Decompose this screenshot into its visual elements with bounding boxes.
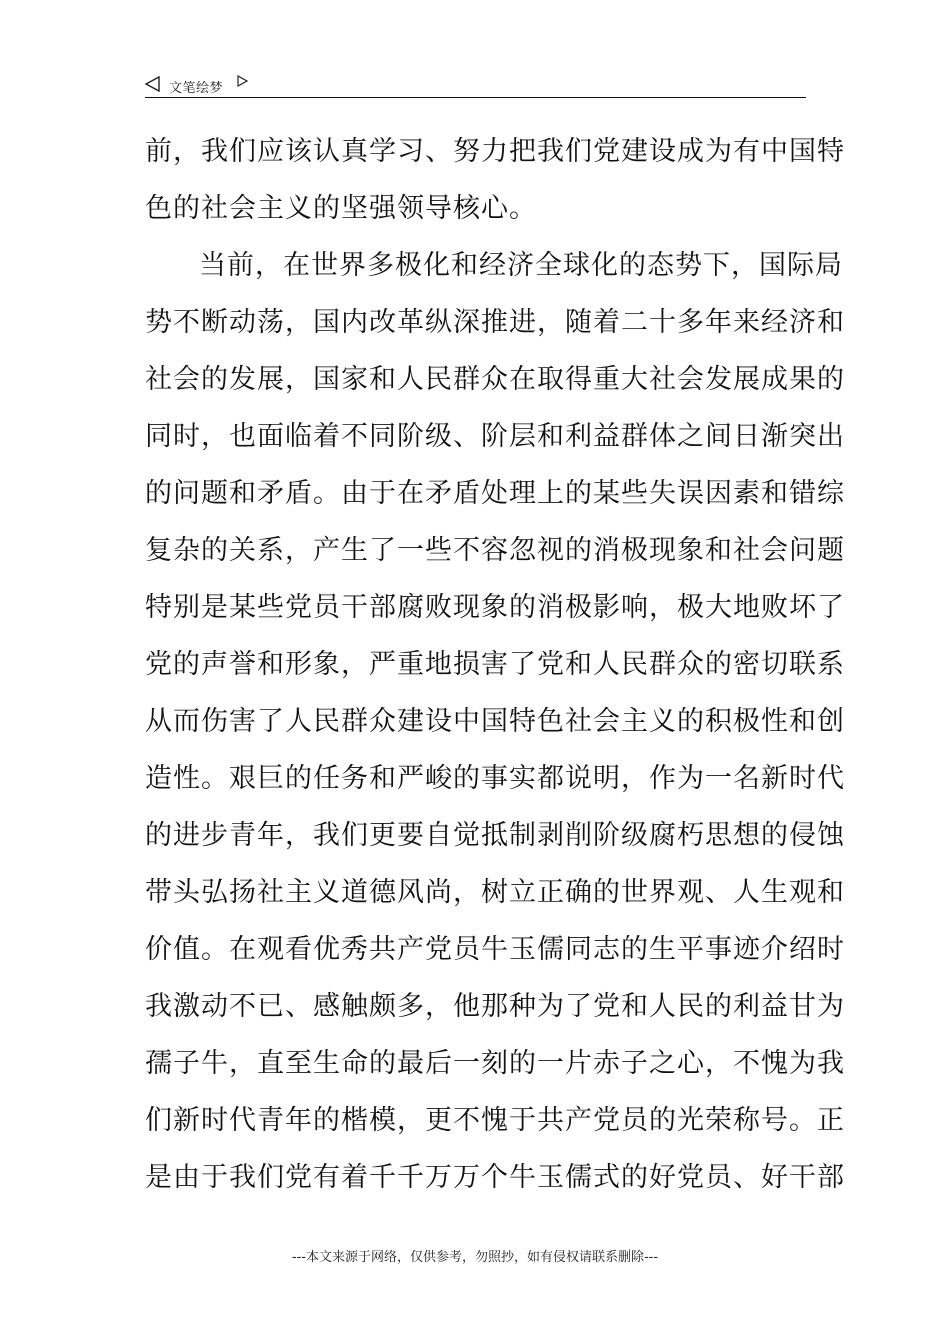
header-rule	[145, 97, 806, 98]
triangle-right-icon	[237, 75, 249, 87]
body-line: 党的声誉和形象，严重地损害了党和人民群众的密切联系	[145, 649, 845, 680]
body-line: 们新时代青年的楷模，更不愧于共产党员的光荣称号。正	[145, 1105, 845, 1136]
body-line: 从而伤害了人民群众建设中国特色社会主义的积极性和创	[145, 706, 845, 737]
body-line: 色的社会主义的坚强领导核心。	[145, 193, 537, 224]
body-line: 造性。艰巨的任务和严峻的事实都说明，作为一名新时代	[145, 763, 845, 794]
body-line: 复杂的关系，产生了一些不容忽视的消极现象和社会问题	[145, 535, 845, 566]
body-line: 价值。在观看优秀共产党员牛玉儒同志的生平事迹介绍时	[145, 934, 845, 965]
page-header	[145, 74, 805, 96]
triangle-left-icon	[145, 76, 161, 92]
body-line: 当前，在世界多极化和经济全球化的态势下，国际局	[199, 250, 843, 281]
body-line: 带头弘扬社主义道德风尚，树立正确的世界观、人生观和	[145, 877, 845, 908]
body-line: 势不断动荡，国内改革纵深推进，随着二十多年来经济和	[145, 307, 845, 338]
body-line: 的进步青年，我们更要自觉抵制剥削阶级腐朽思想的侵蚀	[145, 820, 845, 851]
body-line: 孺子牛，直至生命的最后一刻的一片赤子之心，不愧为我	[145, 1048, 845, 1079]
body-line: 我激动不已、感触颇多，他那种为了党和人民的利益甘为	[145, 991, 845, 1022]
body-line: 前，我们应该认真学习、努力把我们党建设成为有中国特	[145, 136, 845, 167]
body-line: 同时，也面临着不同阶级、阶层和利益群体之间日渐突出	[145, 421, 845, 452]
page-footer: ---本文来源于网络，仅供参考，勿照抄，如有侵权请联系删除---	[291, 1250, 659, 1265]
body-line: 社会的发展，国家和人民群众在取得重大社会发展成果的	[145, 364, 845, 395]
body-line: 的问题和矛盾。由于在矛盾处理上的某些失误因素和错综	[145, 478, 845, 509]
body-line: 特别是某些党员干部腐败现象的消极影响，极大地败坏了	[145, 592, 845, 623]
header-title: 文笔绘梦	[169, 81, 224, 96]
body-line: 是由于我们党有着千千万万个牛玉儒式的好党员、好干部	[145, 1162, 845, 1193]
